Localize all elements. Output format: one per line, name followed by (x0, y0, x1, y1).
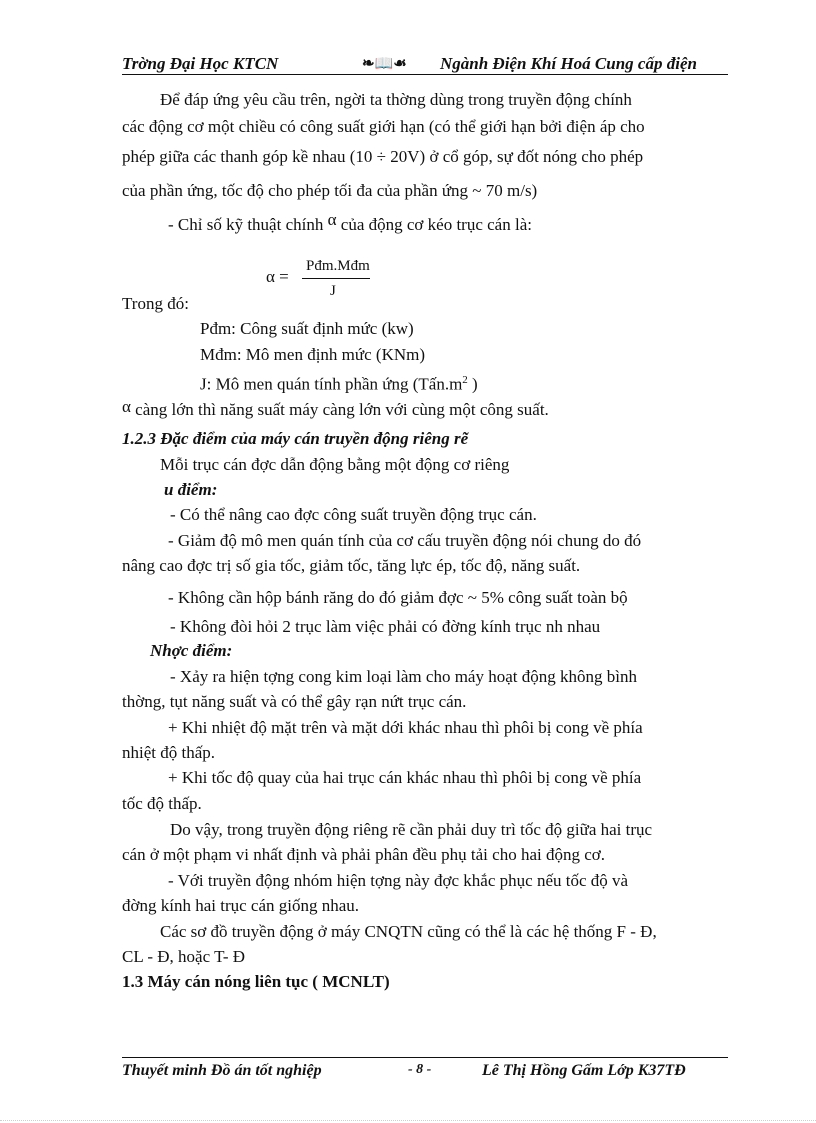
p2-post: của động cơ kéo trục cán là: (340, 215, 532, 234)
advantage-4: - Không đòi hỏi 2 trục làm việc phải có đờng kính trục nh nhau (170, 617, 601, 636)
footer-right: Lê Thị Hồng Gấm Lớp K37TĐ (482, 1062, 686, 1079)
disadvantage-3-line2: tốc độ thấp. (122, 794, 202, 813)
p5-line2: CL - Đ, hoặc T- Đ (122, 947, 246, 966)
def-pdm: Pđm: Công suất định mức (kw) (200, 319, 414, 338)
disadvantages-heading: Nhợc điểm: (150, 641, 233, 660)
disadvantage-3-line1: + Khi tốc độ quay của hai trục cán khác nhau thì phôi bị cong về phía (168, 768, 642, 787)
p5-line1: Các sơ đồ truyền động ở máy CNQTN cũng có thể là các hệ thống F - Đ, (160, 922, 657, 941)
advantage-1: - Có thể nâng cao đợc công suất truyền động trục cán. (170, 505, 537, 524)
header-rule (122, 74, 728, 75)
def-j (200, 370, 478, 395)
footer-rule (122, 1057, 728, 1058)
def-mdm: Mđm: Mô men định mức (KNm) (200, 345, 426, 364)
advantage-3: - Không cần hộp bánh răng do đó giảm đợc ~ 5% công suất toàn bộ (168, 588, 628, 607)
footer-left: Thuyết minh Đồ án tốt nghiệp (122, 1062, 322, 1079)
formula-numerator: Pđm.Mđm (306, 258, 370, 274)
formula-lhs: α = (266, 267, 289, 286)
advantage-2-line2: nâng cao đợc trị số gia tốc, giảm tốc, tăng lực ép, tốc độ, năng suất. (122, 556, 581, 575)
alpha-symbol-2: α (122, 397, 131, 416)
section-1-3-heading: 1.3 Máy cán nóng liên tục ( MCNLT) (122, 972, 390, 991)
header-left: Trờng Đại Học KTCN (122, 54, 279, 73)
page-edge-dotted-line (0, 1120, 816, 1121)
disadvantage-2-line1: + Khi nhiệt độ mặt trên và mặt dới khác nhau thì phôi bị cong về phía (168, 718, 643, 737)
book-ornament-icon: ❧📖☙ (362, 56, 407, 72)
fraction-bar (302, 278, 370, 279)
disadvantage-2-line2: nhiệt độ thấp. (122, 743, 216, 762)
section-1-2-3-heading: 1.2.3 Đặc điểm của máy cán truyền động riêng rẽ (122, 429, 469, 448)
p1-line4: của phần ứng, tốc độ cho phép tối đa của phần ứng ~ 70 m/s) (122, 181, 538, 200)
def-j-text: J: Mô men quán tính phần ứng (Tấn.m (200, 374, 463, 394)
p1-line1: Để đáp ứng yêu cầu trên, ngời ta thờng dùng trong truyền động chính (160, 90, 632, 109)
alpha-symbol: α (327, 210, 337, 229)
advantage-2-line1: - Giảm độ mô men quán tính của cơ cấu truyền động nói chung do đó (168, 531, 642, 550)
header-right: Ngành Điện Khí Hoá Cung cấp điện (440, 54, 697, 73)
where-label: Trong đó: (122, 294, 189, 313)
p1-line2: các động cơ một chiều có công suất giới hạn (có thể giới hạn bởi điện áp cho (122, 117, 645, 136)
page-number: - 8 - (408, 1062, 432, 1077)
p2-line (168, 210, 532, 235)
alpha-statement-text: càng lớn thì năng suất máy càng lớn với cùng một công suất. (135, 400, 549, 419)
p4-line1: - Với truyền động nhóm hiện tợng này đợc khắc phục nếu tốc độ và (168, 871, 629, 890)
disadvantage-1-line2: thờng, tụt năng suất và có thể gây rạn nứt trục cán. (122, 692, 467, 711)
def-j-exponent: 2 (462, 374, 468, 386)
advantages-heading: u điểm: (164, 480, 218, 499)
each-roll-line: Mỗi trục cán đợc dẫn động bằng một động cơ riêng (160, 455, 510, 474)
def-j-close: ) (467, 374, 478, 394)
p3-line2: cán ở một phạm vi nhất định và phải phân đều phụ tải cho hai động cơ. (122, 845, 606, 864)
disadvantage-1-line1: - Xảy ra hiện tợng cong kim loại làm cho máy hoạt động không bình (170, 667, 637, 686)
formula-denominator: J (330, 283, 336, 299)
alpha-statement (122, 397, 549, 420)
p3-line1: Do vậy, trong truyền động riêng rẽ cần phải duy trì tốc độ giữa hai trục (170, 820, 653, 839)
p2-pre: - Chỉ số kỹ thuật chính (168, 215, 324, 234)
p4-line2: đờng kính hai trục cán giống nhau. (122, 896, 360, 915)
p1-line3: phép giữa các thanh góp kề nhau (10 ÷ 20V) ở cổ góp, sự đốt nóng cho phép (122, 147, 644, 166)
